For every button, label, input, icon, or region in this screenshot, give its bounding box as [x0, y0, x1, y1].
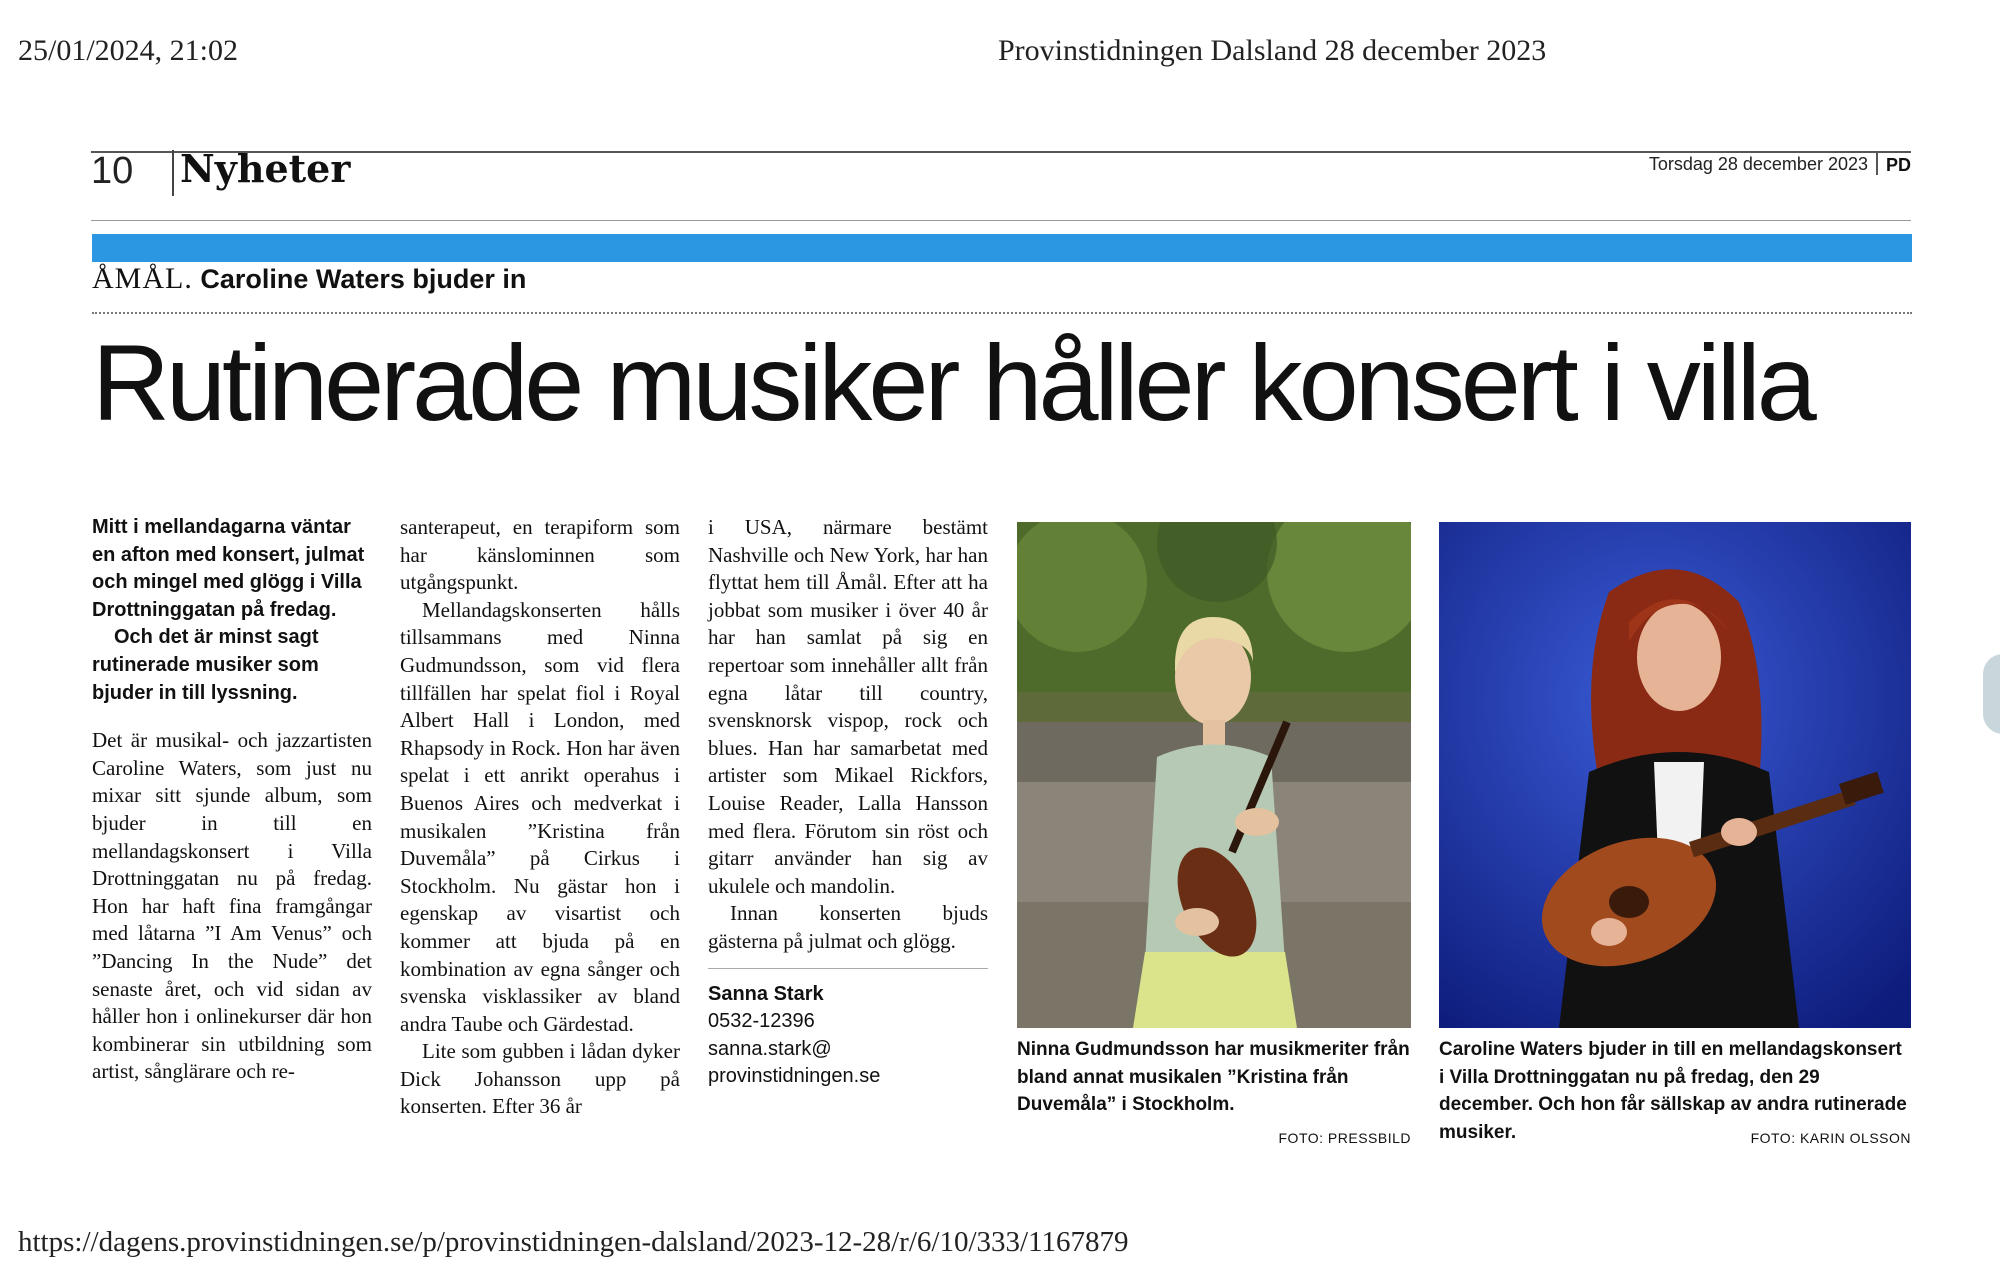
body-paragraph: Innan konserten bjuds gästerna på julmat och glögg. [708, 901, 988, 953]
issue-date: Torsdag 28 december 2023 [1648, 154, 1868, 174]
masthead-rule [91, 151, 1911, 153]
photo-guitarist [1439, 522, 1911, 1028]
photo-credit: FOTO: PRESSBILD [1278, 1130, 1411, 1146]
paper-code: PD [1886, 155, 1912, 175]
photo-credit: FOTO: KARIN OLSSON [1750, 1130, 1911, 1146]
date-divider [1876, 153, 1878, 175]
headline: Rutinerade musiker håller konsert i villa [92, 322, 1813, 443]
byline-phone: 0532-12396 [708, 1010, 815, 1033]
byline-rule [708, 968, 988, 969]
article-column-3 [708, 514, 988, 1091]
print-url: https://dagens.provinstidningen.se/p/provinstidningen-dalsland/2023-12-28/r/6/10/333/1167879 [18, 1226, 1129, 1258]
kicker-place: ÅMÅL. [92, 262, 193, 295]
section-title: Nyheter [180, 146, 351, 191]
article-column-1 [92, 514, 372, 1086]
photo-caption: Caroline Waters bjuder in till en mellandagskonsert i Villa Drottninggatan nu på fredag, den 29 december. Och hon får sällskap av andra rutinerade musiker. [1439, 1039, 1907, 1143]
lead-paragraph-2: Och det är minst sagt rutinerade musiker som bjuder in till lyssning. [92, 626, 319, 704]
section-divider [172, 150, 174, 196]
print-title: Provinstidningen Dalsland 28 december 2023 [998, 34, 1547, 67]
page-number: 10 [91, 150, 134, 192]
byline-email: sanna.stark@ [708, 1037, 832, 1060]
photo-violinist [1017, 522, 1411, 1028]
print-datetime: 25/01/2024, 21:02 [18, 34, 239, 67]
masthead-bottom-rule [91, 220, 1911, 221]
byline-email-domain: provinstidningen.se [708, 1065, 881, 1088]
section-color-bar [92, 234, 1912, 262]
lead-paragraph-1: Mitt i mellandagarna väntar en afton med konsert, julmat och mingel med glögg i Villa Drottninggatan på fredag. [92, 516, 365, 621]
kicker [92, 262, 526, 296]
body-paragraph: i USA, närmare bestämt Nashville och New York, har han flyttat hem till Åmål. Efter att ha jobbat som musiker i över 40 år har han samlat på sig en repertoar som innehåller allt från egna låtar till country, svensknorsk vispop, rock och blues. Han har samarbetat med artister som Mikael Rickfors, Louise Reader, Lalla Hansson med flera. Förutom sin röst och gitarr använder han sig av ukulele och mandolin. [708, 515, 988, 898]
body-paragraph: Lite som gubben i lådan dyker Dick Johansson upp på konserten. Efter 36 år [400, 1039, 680, 1119]
body-paragraph: Mellandagskonserten hålls tillsammans med Ninna Gudmundsson, som vid flera tillfällen har spelat fiol i Royal Albert Hall i London, med Rhapsody in Rock. Hon har även spelat i ett anrikt operahus i Buenos Aires och medverkat i musikalen ”Kristina från Duvemåla” på Cirkus i Stockholm. Nu gästar hon i egenskap av visartist och kommer att bjuda på en kombination av egna sånger och svenska visklassiker av bland andra Taube och Gärdestad. [400, 597, 680, 1036]
dotted-rule [92, 312, 1912, 314]
article-column-2 [400, 514, 680, 1121]
byline [708, 981, 988, 1091]
scroll-handle[interactable] [1983, 654, 2000, 734]
byline-name: Sanna Stark [708, 982, 824, 1005]
body-paragraph: Det är musikal- och jazzartisten Caroline Waters, som just nu mixar sitt sjunde album, som bjuder in till en mellandagskonsert i Villa Drottninggatan nu på fredag. Hon har haft fina framgångar med låtarna ”I Am Venus” och ”Dancing In the Nude” det senaste året, och vid sidan av håller hon i onlinekurser där hon kombinerar sin utbildning som artist, sånglärare och re- [92, 728, 372, 1084]
photo-caption: Ninna Gudmundsson har musikmeriter från bland annat musikalen ”Kristina från Duvemåla” i Stockholm. [1017, 1039, 1410, 1116]
body-paragraph: santerapeut, en terapiform som har känslominnen som utgångspunkt. [400, 515, 680, 595]
kicker-text: Caroline Waters bjuder in [200, 264, 527, 294]
